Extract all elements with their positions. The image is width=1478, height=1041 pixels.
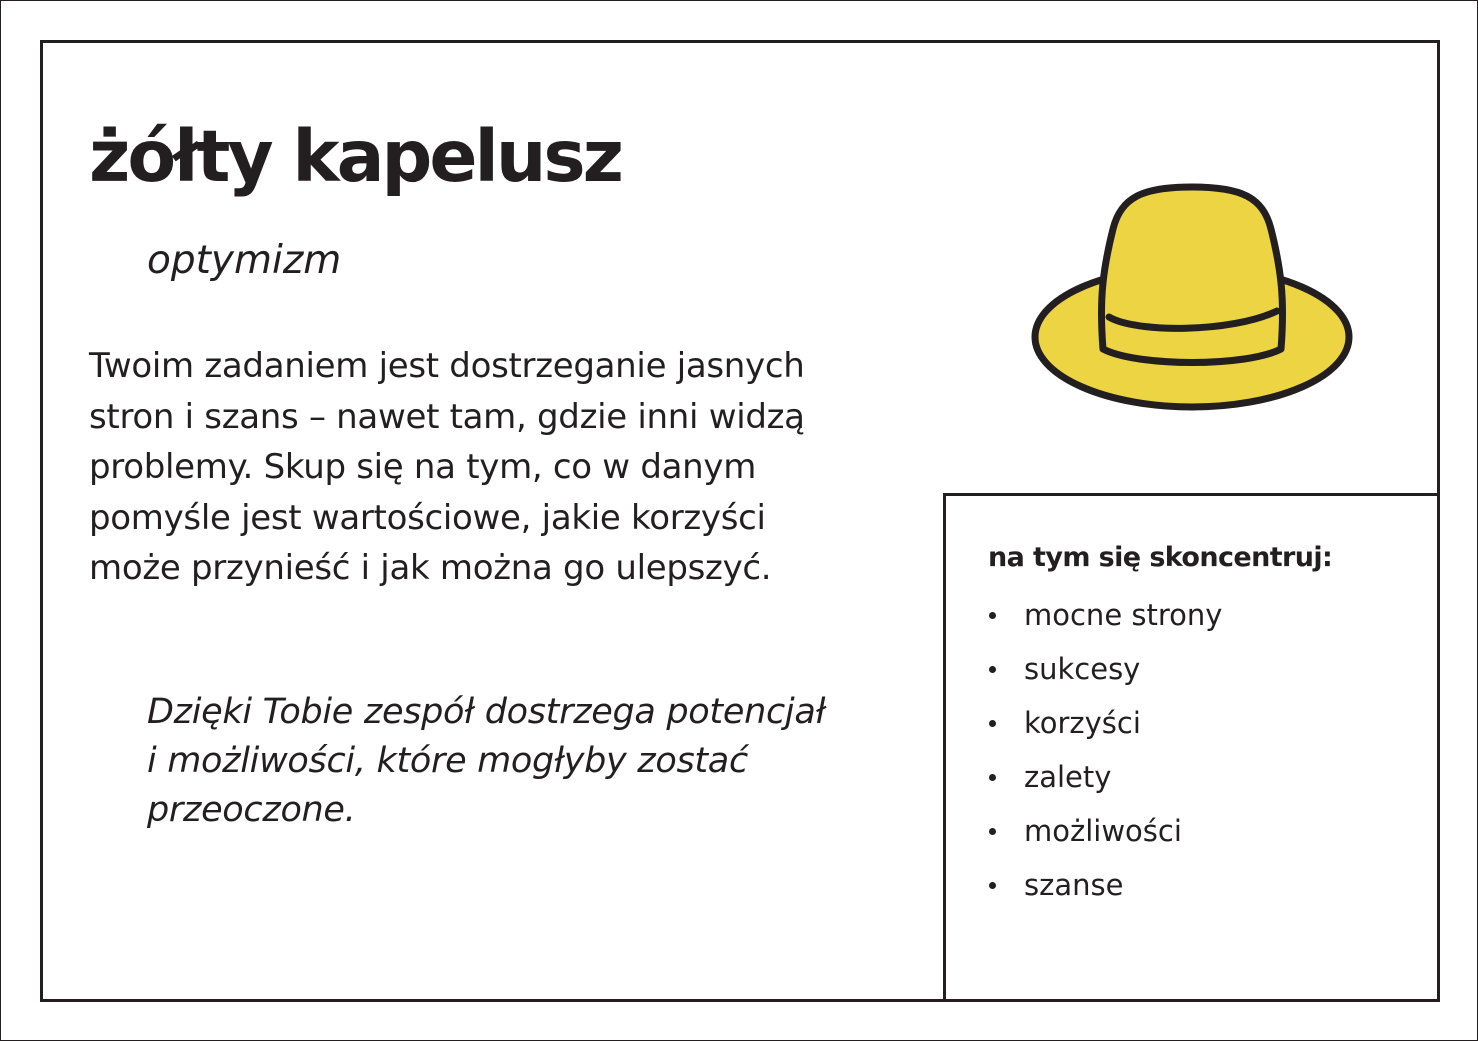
card-description: Twoim zadaniem jest dostrzeganie jasnych stron i szans – nawet tam, gdzie inni widzą problemy. Skup się na tym, co w danym pomyśle jest wartościowe, jakie korzyści może przynieść i jak można go ulepszyć.	[89, 346, 805, 588]
focus-heading: na tym się skoncentruj:	[988, 542, 1333, 573]
bullet-icon	[989, 828, 996, 835]
bullet-icon	[989, 612, 996, 619]
list-item	[988, 814, 1222, 868]
bullet-icon	[989, 882, 996, 889]
list-item	[988, 652, 1222, 706]
list-item	[988, 760, 1222, 814]
list-item-label: sukcesy	[1024, 652, 1141, 686]
bullet-icon	[989, 720, 996, 727]
list-item-label: zalety	[1024, 760, 1112, 794]
card-quote: Dzięki Tobie zespół dostrzega potencjał i możliwości, które mogłyby zostać przeoczone.	[147, 692, 826, 830]
list-item-label: mocne strony	[1024, 598, 1223, 632]
list-item-label: korzyści	[1024, 706, 1141, 740]
focus-list	[988, 598, 1222, 922]
yellow-hat-icon	[1031, 179, 1353, 411]
card-subtitle: optymizm	[147, 238, 342, 283]
list-item	[988, 868, 1222, 922]
list-item	[988, 706, 1222, 760]
hat-card	[40, 40, 1440, 1002]
focus-panel	[943, 493, 1437, 999]
list-item-label: możliwości	[1024, 814, 1182, 848]
list-item	[988, 598, 1222, 652]
bullet-icon	[989, 666, 996, 673]
bullet-icon	[989, 774, 996, 781]
list-item-label: szanse	[1024, 868, 1124, 902]
card-title: żółty kapelusz	[89, 115, 621, 198]
